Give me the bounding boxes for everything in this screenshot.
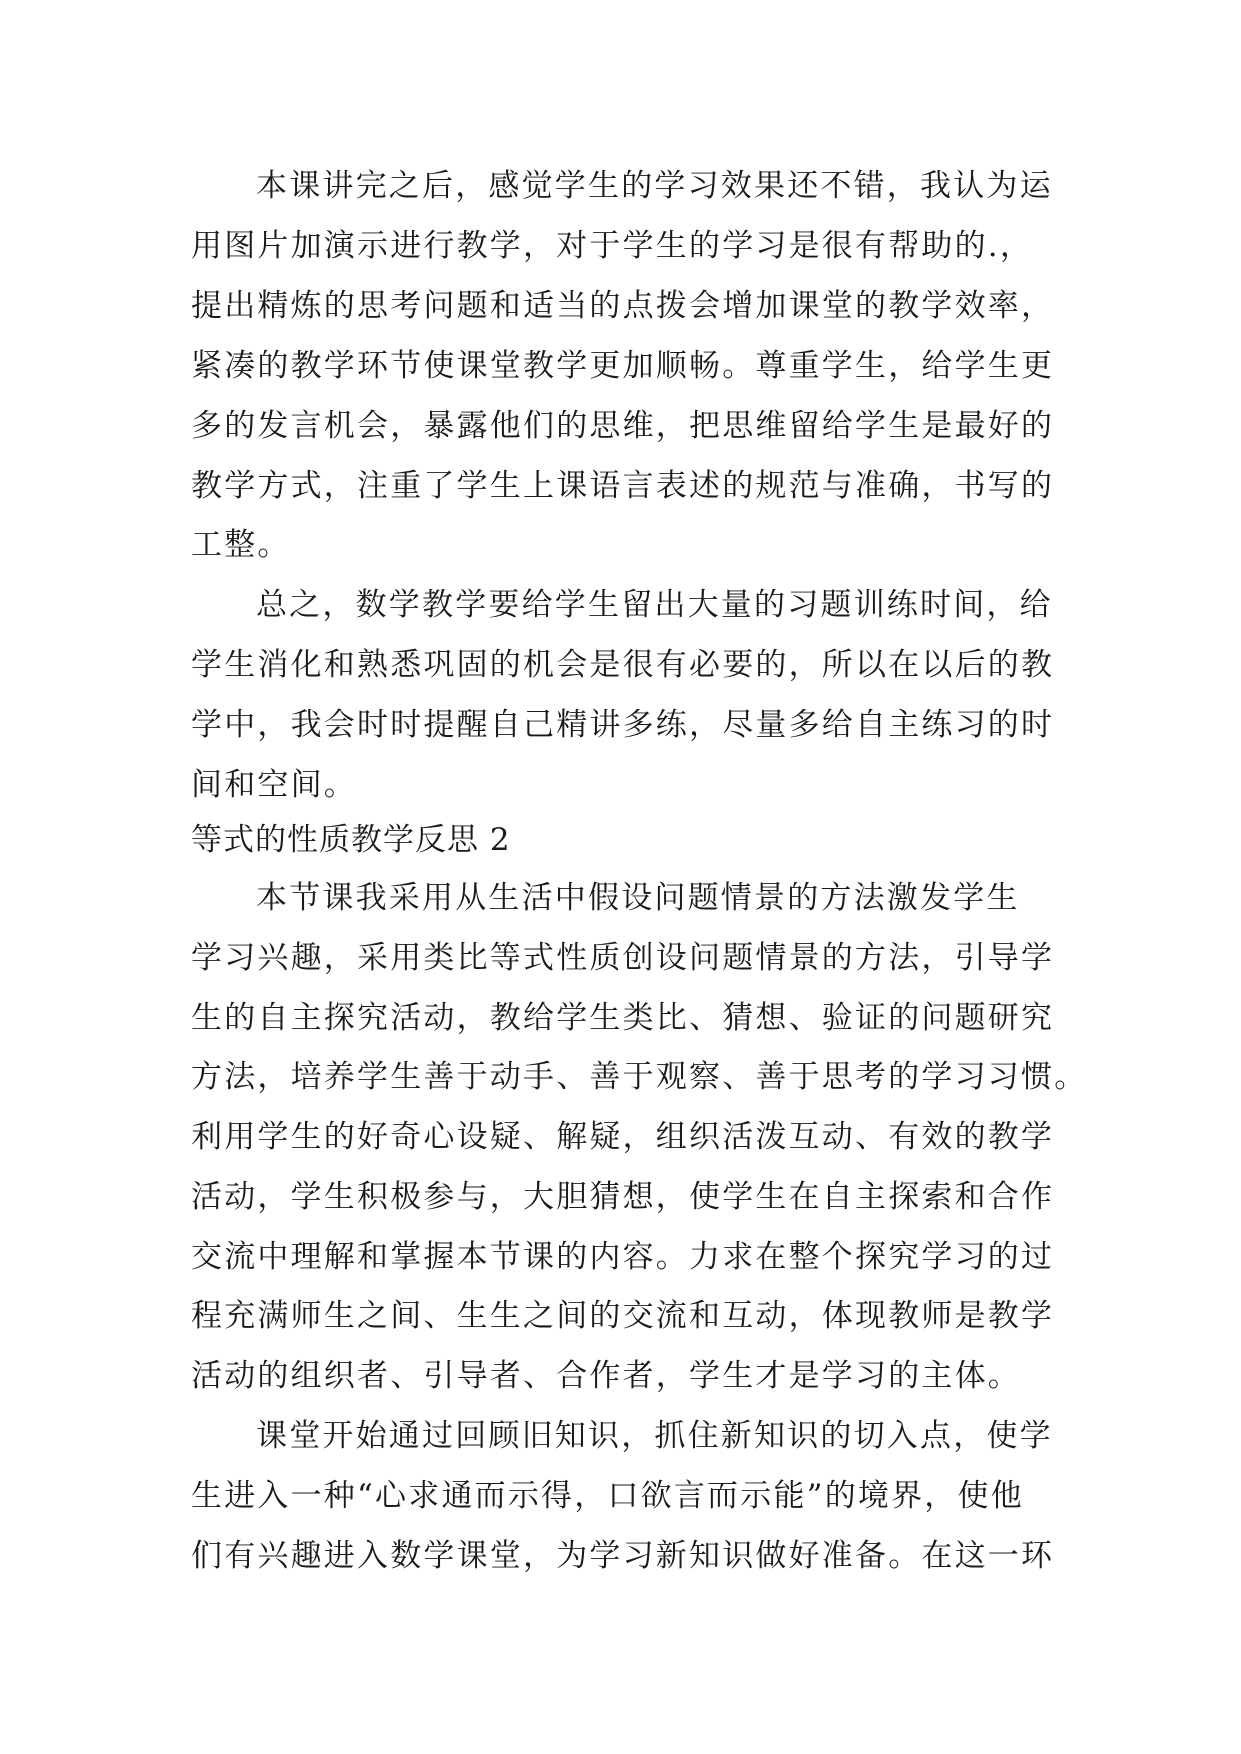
- text-line: 课堂开始通过回顾旧知识，抓住新知识的切入点，使学: [256, 1418, 1053, 1454]
- text-line: 学生消化和熟悉巩固的机会是很有必要的，所以在以后的教: [191, 647, 1055, 683]
- text-line: 方法，培养学生善于动手、善于观察、善于思考的学习习惯。: [191, 1059, 1088, 1095]
- text-line: 学习兴趣，采用类比等式性质创设问题情景的方法，引导学: [191, 940, 1055, 976]
- text-line: 多的发言机会，暴露他们的思维，把思维留给学生是最好的: [191, 408, 1055, 444]
- text-line: 用图片加演示进行教学，对于学生的学习是很有帮助的.，: [191, 228, 1034, 264]
- text-line: 总之，数学教学要给学生留出大量的习题训练时间，给: [256, 587, 1053, 623]
- text-line: 们有兴趣进入数学课堂，为学习新知识做好准备。在这一环: [191, 1538, 1055, 1574]
- text-line: 活动，学生积极参与，大胆猜想，使学生在自主探索和合作: [191, 1179, 1055, 1215]
- text-line: 教学方式，注重了学生上课语言表述的规范与准确，书写的: [191, 468, 1055, 504]
- text-line: 学中，我会时时提醒自己精讲多练，尽量多给自主练习的时: [191, 707, 1055, 743]
- text-line: 提出精炼的思考问题和适当的点拨会增加课堂的教学效率，: [191, 288, 1055, 324]
- text-line: 本节课我采用从生活中假设问题情景的方法激发学生: [256, 880, 1020, 916]
- text-line: 紧凑的教学环节使课堂教学更加顺畅。尊重学生，给学生更: [191, 348, 1055, 384]
- text-line: 程充满师生之间、生生之间的交流和互动，体现教师是教学: [191, 1298, 1055, 1334]
- text-line: 交流中理解和掌握本节课的内容。力求在整个探究学习的过: [191, 1239, 1055, 1275]
- section-title: 等式的性质教学反思 2: [191, 822, 511, 858]
- text-line: 本课讲完之后，感觉学生的学习效果还不错，我认为运: [256, 168, 1053, 204]
- text-line: 活动的组织者、引导者、合作者，学生才是学习的主体。: [191, 1358, 1021, 1394]
- text-line: 生的自主探究活动，教给学生类比、猜想、验证的问题研究: [191, 1000, 1055, 1036]
- text-line: 生进入一种“心求通而示得，口欲言而示能”的境界，使他: [191, 1478, 1024, 1514]
- text-line: 利用学生的好奇心设疑、解疑，组织活泼互动、有效的教学: [191, 1119, 1055, 1155]
- text-line: 间和空间。: [191, 767, 357, 803]
- text-line: 工整。: [191, 527, 291, 563]
